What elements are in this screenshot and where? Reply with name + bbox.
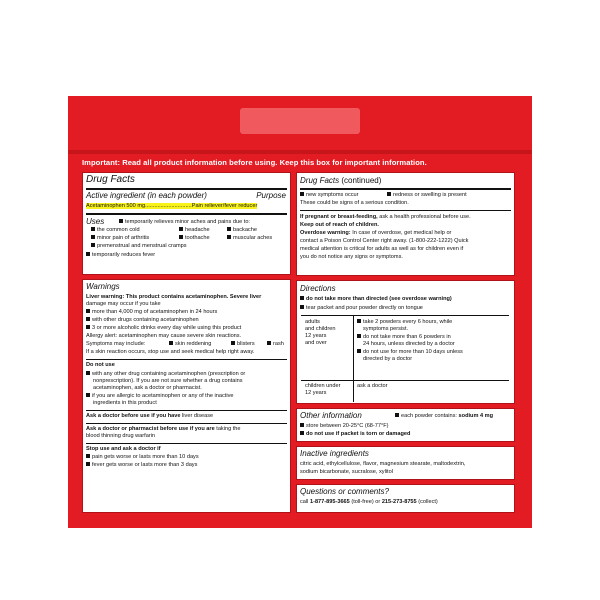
stop-use-title: Stop use and ask a doctor if bbox=[86, 446, 161, 452]
purpose-label: Purpose bbox=[256, 191, 286, 200]
keep-out-reach: Keep out of reach of children. bbox=[300, 222, 379, 228]
directions-panel bbox=[296, 280, 515, 404]
torn-packet-warning: do not use if packet is torn or damaged bbox=[300, 431, 511, 438]
storage-info: store between 20-25°C (68-77°F) bbox=[300, 423, 511, 430]
questions-phone: call 1-877-895-3665 (toll-free) or 215-273-8755 (collect) bbox=[300, 499, 438, 505]
active-ingredient-label: Active ingredient (in each powder) bbox=[86, 191, 207, 200]
warnings-title: Warnings bbox=[86, 282, 120, 291]
inactive-ingredients-panel bbox=[296, 446, 515, 480]
overdose-cont: contact a Poison Control Center right away. (1-800-222-1222) Quick bbox=[300, 238, 469, 244]
drug-facts-continued-panel bbox=[296, 172, 515, 276]
children-label: 12 years bbox=[305, 390, 327, 396]
uses-title: Uses bbox=[86, 217, 105, 226]
uses-item: backache bbox=[227, 227, 287, 234]
directions-title: Directions bbox=[300, 284, 336, 293]
questions-panel bbox=[296, 484, 515, 513]
directions-table bbox=[301, 315, 509, 402]
serious-condition: These could be signs of a serious condition. bbox=[300, 200, 409, 206]
overdose-cont: medical attention is critical for adults as well as for children even if bbox=[300, 246, 464, 252]
allergy-alert: Allergy alert: acetaminophen may cause severe skin reactions. bbox=[86, 333, 242, 339]
adult-direction-cont: directed by a doctor bbox=[363, 356, 413, 362]
do-not-use-cont: acetaminophen, ask a doctor or pharmacist. bbox=[93, 385, 202, 391]
active-ingredient-line: Acetaminophen 500 mg..............................Pain reliever/fever reducer bbox=[86, 203, 258, 209]
box-top-tab bbox=[240, 108, 360, 134]
allergy-item: blisters bbox=[231, 341, 287, 348]
continue-arrow-icon bbox=[282, 499, 288, 507]
directions-item: tear packet and pour powder directly on tongue bbox=[300, 305, 511, 312]
allergy-symptoms-label: Symptoms may include: bbox=[86, 341, 146, 347]
ask-doctor: Ask a doctor before use if you have liver disease bbox=[86, 413, 214, 419]
do-not-use-cont: nonprescription). If you are not sure whether a drug contains bbox=[93, 378, 243, 384]
continued-item: redness or swelling is present bbox=[387, 192, 511, 199]
allergy-item: skin reddening bbox=[169, 341, 287, 348]
adult-direction: do not use for more than 10 days unless bbox=[357, 349, 506, 356]
uses-item: premenstrual and menstrual cramps bbox=[91, 243, 287, 250]
uses-item: minor pain of arthritis bbox=[91, 235, 287, 242]
adult-direction: take 2 powders every 6 hours, while bbox=[357, 319, 506, 326]
uses-item: muscular aches bbox=[227, 235, 287, 242]
important-notice: Important: Read all product information before using. Keep this box for important information. bbox=[82, 158, 427, 167]
questions-title: Questions or comments? bbox=[300, 487, 389, 496]
do-not-use-title: Do not use bbox=[86, 362, 115, 368]
liver-item: with other drugs containing acetaminophen bbox=[86, 317, 287, 324]
other-information-panel bbox=[296, 408, 515, 442]
allergy-action: If a skin reaction occurs, stop use and seek medical help right away. bbox=[86, 349, 255, 355]
inactive-line: citric acid, ethylcellulose, flavor, magnesium stearate, maltodextrin, bbox=[300, 461, 466, 467]
uses-fever: temporarily reduces fever bbox=[86, 252, 287, 259]
adults-label: 12 years bbox=[305, 333, 327, 339]
adult-direction: do not take more than 6 powders in bbox=[357, 334, 506, 341]
continued-item: new symptoms occur bbox=[300, 192, 511, 199]
inactive-line: sodium bicarbonate, sucralose, xylitol bbox=[300, 469, 393, 475]
do-not-use-item: with any other drug containing acetaminophen (prescription or bbox=[86, 371, 287, 378]
ask-pharmacist: Ask a doctor or pharmacist before use if you are taking the bbox=[86, 426, 241, 432]
overdose-cont: you do not notice any signs or symptoms. bbox=[300, 254, 403, 260]
adults-label: adults bbox=[305, 319, 320, 325]
allergy-item: rash bbox=[267, 341, 287, 348]
uses-item: the common cold bbox=[91, 227, 287, 234]
adult-direction-cont: 24 hours, unless directed by a doctor bbox=[363, 341, 455, 347]
adults-label: and children bbox=[305, 326, 336, 332]
warnings-panel bbox=[82, 279, 291, 513]
liver-item: more than 4,000 mg of acetaminophen in 24 hours bbox=[86, 309, 287, 316]
sodium-content: each powder contains: sodium 4 mg bbox=[395, 413, 511, 420]
liver-warning: Liver warning: This product contains acetaminophen. Severe liver bbox=[86, 294, 262, 300]
uses-intro: temporarily relieves minor aches and pains due to: bbox=[119, 219, 287, 226]
overdose-warning: Overdose warning: In case of overdose, get medical help or bbox=[300, 230, 452, 236]
uses-item: headache bbox=[179, 227, 287, 234]
other-info-title: Other information bbox=[300, 411, 362, 420]
pregnant-warning: If pregnant or breast-feeding, ask a health professional before use. bbox=[300, 214, 471, 220]
do-not-use-cont: ingredients in this product bbox=[93, 400, 157, 406]
ask-pharmacist-cont: blood thinning drug warfarin bbox=[86, 433, 156, 439]
liver-warning-cont: damage may occur if you take bbox=[86, 301, 161, 307]
stop-use-item: fever gets worse or lasts more than 3 days bbox=[86, 462, 287, 469]
do-not-use-item: if you are allergic to acetaminophen or any of the inactive bbox=[86, 393, 287, 400]
uses-item: toothache bbox=[179, 235, 287, 242]
continued-title: Drug Facts (continued) bbox=[300, 176, 382, 185]
drug-facts-panel bbox=[82, 172, 291, 275]
drug-facts-title: Drug Facts bbox=[86, 174, 135, 185]
stop-use-item: pain gets worse or lasts more than 10 days bbox=[86, 454, 287, 461]
adult-direction-cont: symptoms persist. bbox=[363, 326, 409, 332]
children-label: children under bbox=[305, 383, 341, 389]
liver-item: 3 or more alcoholic drinks every day while using this product bbox=[86, 325, 287, 332]
directions-item: do not take more than directed (see overdose warning) bbox=[300, 296, 511, 303]
children-direction: ask a doctor bbox=[357, 383, 388, 389]
inactive-title: Inactive ingredients bbox=[300, 449, 369, 458]
adults-label: and over bbox=[305, 340, 327, 346]
